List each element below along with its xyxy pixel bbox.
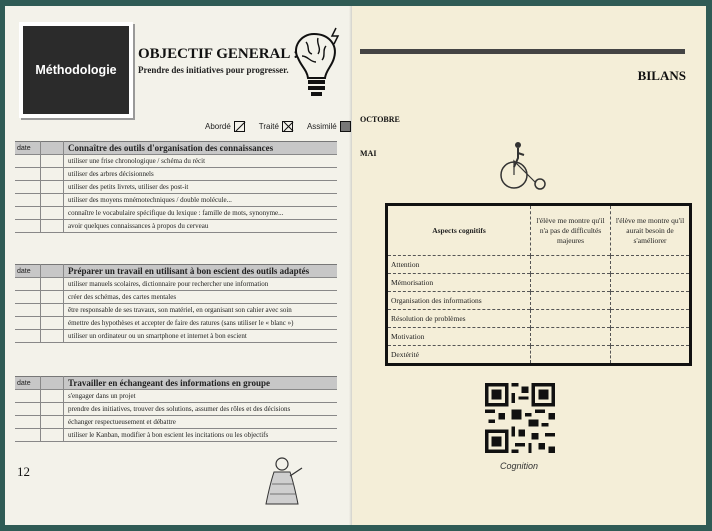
table-row: utiliser un ordinateur ou un smartphone et internet à bon escient — [15, 330, 337, 343]
left-page — [5, 6, 352, 525]
table-row: émettre des hypothèses et accepter de faire des ratures (sans utiliser le « blanc ») — [15, 317, 337, 330]
month-octobre: OCTOBRE — [360, 115, 400, 124]
table-row: être responsable de ses travaux, son matériel, en organisant son cahier avec soin — [15, 304, 337, 317]
right-page — [352, 6, 706, 525]
penny-farthing-cyclist-icon — [500, 141, 550, 191]
objective-title: OBJECTIF GENERAL : — [138, 46, 299, 62]
bilans-title: BILANS — [637, 68, 686, 83]
section-title: Travailler en échangeant des informations en groupe — [64, 377, 338, 390]
traite-checkbox-icon — [282, 121, 293, 132]
table-row: utiliser des moyens mnémotechniques / double molécule... — [15, 194, 337, 207]
table-row: avoir quelques connaissances à propos du cerveau — [15, 220, 337, 233]
section-table-preparer — [15, 264, 337, 343]
cognitive-assessment-table — [385, 203, 692, 366]
table-row: utiliser des arbres décisionnels — [15, 168, 337, 181]
qr-code-icon[interactable] — [485, 383, 555, 453]
table-row: Résolution de problèmes — [387, 310, 691, 328]
table-row: utiliser manuels scolaires, dictionnaire pour rechercher une information — [15, 278, 337, 291]
table-row: créer des schémas, des cartes mentales — [15, 291, 337, 304]
header-no-difficulty: l'élève me montre qu'il n'a pas de difficultés majeures — [531, 205, 611, 256]
table-row: utiliser le Kanban, modifier à bon escient les incitations ou les objectifs — [15, 429, 337, 442]
section-table-groupe — [15, 376, 337, 442]
legend-aborde-label: Abordé — [205, 122, 231, 131]
status-legend — [205, 121, 351, 132]
date-header: date — [15, 377, 41, 390]
legend-assimile-label: Assimilé — [306, 122, 337, 131]
objective-subtitle: Prendre des initiatives pour progresser. — [138, 65, 289, 75]
page-number: 12 — [17, 464, 30, 479]
brain-lightbulb-icon — [288, 26, 343, 101]
month-mai: MAI — [360, 149, 377, 158]
table-row: prendre des initiatives, trouver des solutions, assumer des rôles et des décisions — [15, 403, 337, 416]
section-table-organisation — [15, 141, 337, 233]
alice-illustration-icon — [260, 454, 305, 506]
section-title: Préparer un travail en utilisant à bon escient des outils adaptés — [64, 265, 338, 278]
table-row: utiliser des petits livrets, utiliser des post-it — [15, 181, 337, 194]
legend-traite-label: Traité — [258, 122, 279, 131]
section-title: Connaître des outils d'organisation des connaissances — [64, 142, 338, 155]
table-row: Dextérité — [387, 346, 691, 365]
table-row: Mémorisation — [387, 274, 691, 292]
table-row: Organisation des informations — [387, 292, 691, 310]
aborde-checkbox-icon — [234, 121, 245, 132]
badge-label: Méthodologie — [35, 63, 117, 77]
table-row: Attention — [387, 256, 691, 274]
header-needs-improvement: l'élève me montre qu'il aurait besoin de s'améliorer — [611, 205, 691, 256]
methodologie-badge — [19, 22, 133, 118]
table-row: Motivation — [387, 328, 691, 346]
date-header: date — [15, 142, 41, 155]
table-row: connaître le vocabulaire spécifique du lexique : famille de mots, synonyme... — [15, 207, 337, 220]
date-header: date — [15, 265, 41, 278]
header-aspects-cognitifs: Aspects cognitifs — [432, 225, 486, 235]
table-row: utiliser une frise chronologique / schéma du récit — [15, 155, 337, 168]
table-row: s'engager dans un projet — [15, 390, 337, 403]
qr-caption: Cognition — [500, 461, 539, 471]
table-row: échanger respectueusement et débattre — [15, 416, 337, 429]
header-rule — [360, 49, 685, 54]
